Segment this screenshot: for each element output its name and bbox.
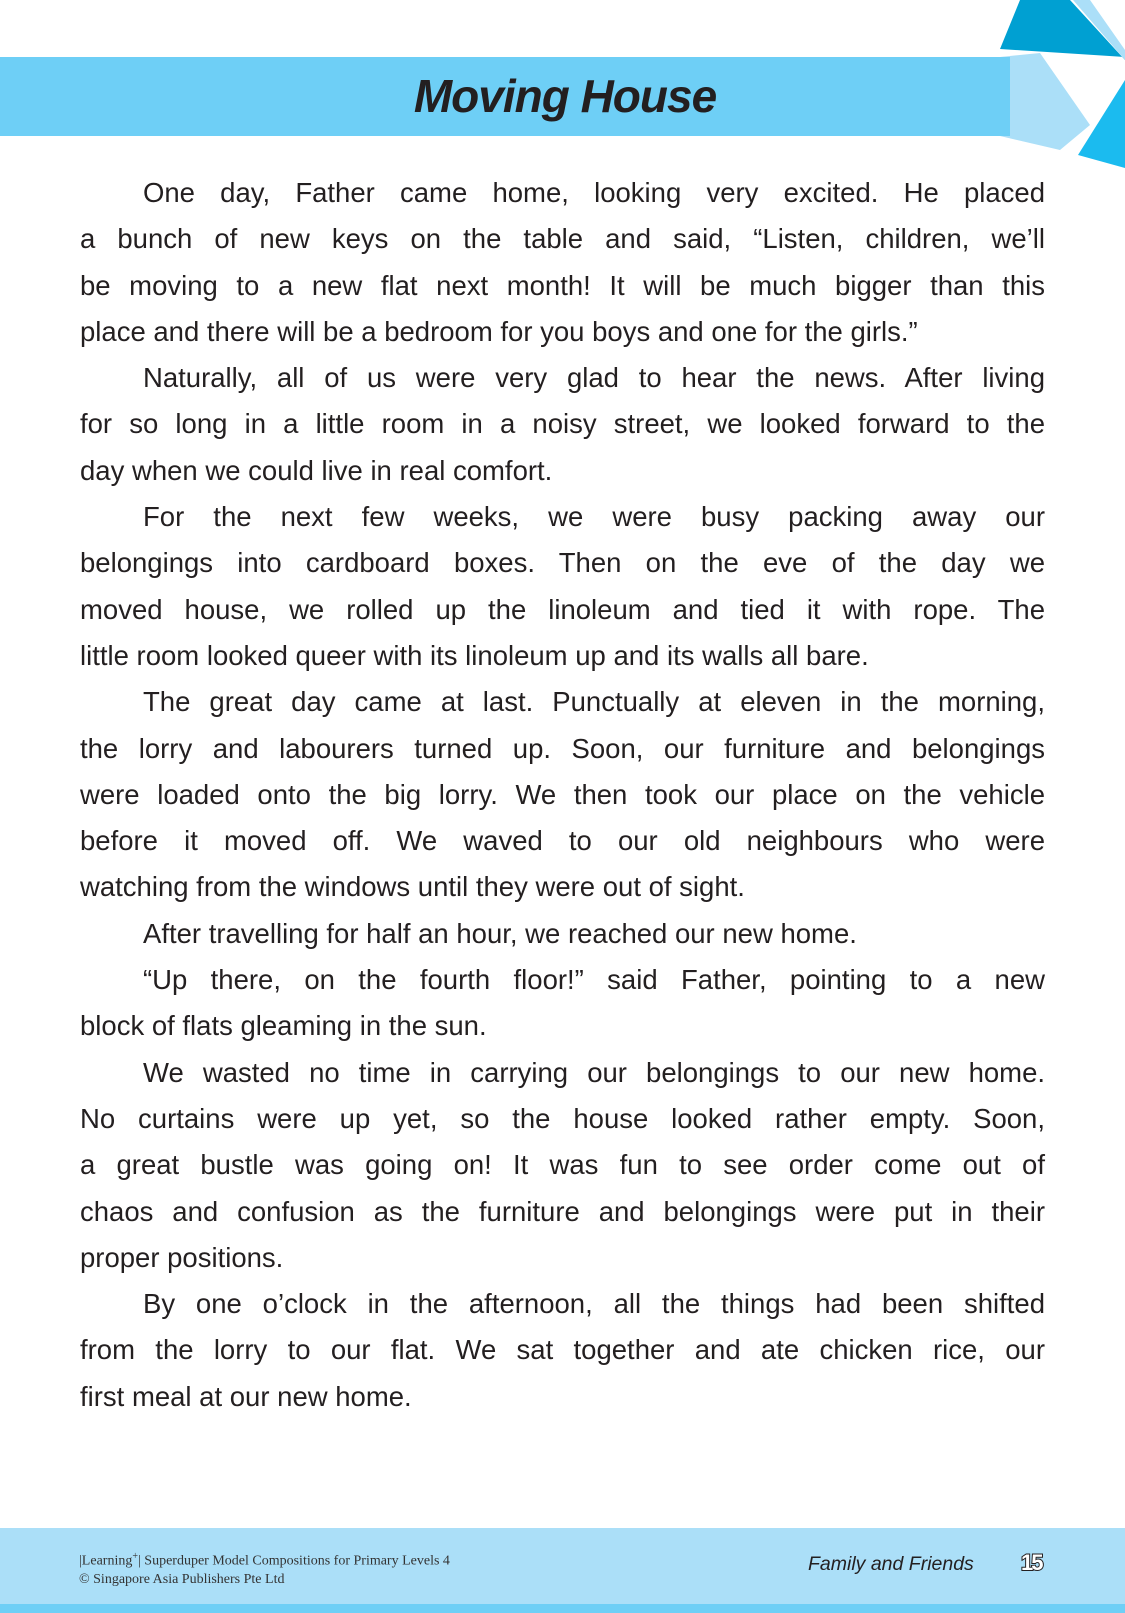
story-line: “Up there, on the fourth floor!” said Father, pointing to a new bbox=[143, 964, 1045, 996]
story-line: for so long in a little room in a noisy street, we looked forward to the bbox=[80, 408, 1045, 440]
story-line: before it moved off. We waved to our old neighbours who were bbox=[80, 825, 1045, 857]
story-line: watching from the windows until they were out of sight. bbox=[80, 871, 745, 903]
story-line: a bunch of new keys on the table and said, “Listen, children, we’ll bbox=[80, 223, 1045, 255]
series-brand: |Learning bbox=[79, 1553, 133, 1569]
story-line: were loaded onto the big lorry. We then took our place on the vehicle bbox=[80, 778, 1045, 810]
section-name: Family and Friends bbox=[808, 1553, 974, 1575]
page-title: Moving House bbox=[413, 70, 717, 122]
story-line: the lorry and labourers turned up. Soon, our furniture and belongings bbox=[80, 732, 1045, 764]
page-number: 15 bbox=[1021, 1550, 1042, 1575]
footer-publication-info bbox=[79, 1548, 450, 1589]
copyright: © Singapore Asia Publishers Pte Ltd bbox=[79, 1571, 285, 1587]
story-line: be moving to a new flat next month! It will be much bigger than this bbox=[80, 269, 1045, 301]
story-line: day when we could live in real comfort. bbox=[80, 454, 553, 486]
story-line: a great bustle was going on! It was fun to see order come out of bbox=[80, 1149, 1045, 1181]
footer-strip bbox=[0, 1604, 1125, 1613]
story-line: proper positions. bbox=[80, 1241, 284, 1273]
series-title: | Superduper Model Compositions for Primary Levels 4 bbox=[137, 1553, 450, 1569]
story-line: little room looked queer with its linoleum up and its walls all bare. bbox=[80, 639, 869, 671]
story-line: from the lorry to our flat. We sat together and ate chicken rice, our bbox=[80, 1334, 1045, 1366]
story-line: We wasted no time in carrying our belongings to our new home. bbox=[143, 1056, 1045, 1088]
story-line: moved house, we rolled up the linoleum and tied it with rope. The bbox=[80, 593, 1045, 625]
story-line: first meal at our new home. bbox=[80, 1380, 412, 1412]
story-line: block of flats gleaming in the sun. bbox=[80, 1010, 487, 1042]
story-line: After travelling for half an hour, we reached our new home. bbox=[143, 917, 857, 949]
story-line: One day, Father came home, looking very excited. He placed bbox=[143, 177, 1045, 208]
story-line: By one o’clock in the afternoon, all the things had been shifted bbox=[143, 1288, 1045, 1320]
series-brand-plus: + bbox=[132, 1551, 138, 1562]
story-line: Naturally, all of us were very glad to hear the news. After living bbox=[143, 362, 1045, 394]
story-line: The great day came at last. Punctually at eleven in the morning, bbox=[143, 686, 1045, 718]
story-line: belongings into cardboard boxes. Then on the eve of the day we bbox=[80, 547, 1045, 579]
story-line: place and there will be a bedroom for you boys and one for the girls.” bbox=[80, 315, 918, 347]
story-line: For the next few weeks, we were busy packing away our bbox=[143, 501, 1045, 533]
story-body bbox=[80, 170, 1045, 1420]
story-line: chaos and confusion as the furniture and belongings were put in their bbox=[80, 1195, 1045, 1227]
story-line: No curtains were up yet, so the house looked rather empty. Soon, bbox=[80, 1102, 1045, 1134]
series-line bbox=[79, 1548, 450, 1571]
